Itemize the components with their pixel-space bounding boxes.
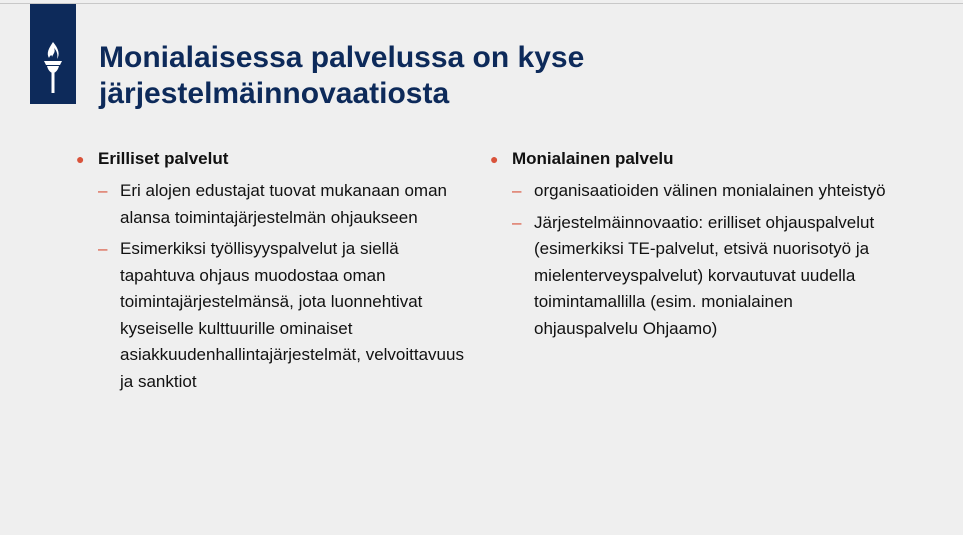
list-item xyxy=(76,178,476,231)
bullet-dot-icon: ● xyxy=(76,151,85,167)
bullet-heading xyxy=(76,148,476,170)
bullet-dot-icon: ● xyxy=(490,151,499,167)
left-column xyxy=(76,148,476,400)
sub-list xyxy=(76,178,476,395)
sub-list xyxy=(490,178,890,342)
title-line-1: Monialaisessa palvelussa on kyse xyxy=(99,41,585,74)
list-item xyxy=(76,236,476,395)
dash-icon: – xyxy=(98,181,108,200)
right-heading: Monialainen palvelu xyxy=(512,149,674,168)
list-item-text: organisaatioiden välinen monialainen yhteistyö xyxy=(534,181,886,200)
list-item-text: Eri alojen edustajat tuovat mukanaan oman alansa toimintajärjestelmän ohjaukseen xyxy=(120,181,447,227)
page-title xyxy=(99,40,919,112)
right-column xyxy=(490,148,890,347)
university-logo xyxy=(30,4,76,104)
dash-icon: – xyxy=(512,212,522,232)
list-item xyxy=(490,210,890,343)
list-item xyxy=(490,178,890,205)
top-divider xyxy=(0,3,963,4)
list-item-text: Esimerkiksi työllisyyspalvelut ja siellä tapahtuva ohjaus muodostaa oman toimintajärjestelmänsä, jota luonnehtivat kyseiselle kulttuurille ominaiset asiakkuudenhallintajärjestelmät, velvoittavuus ja sanktiot xyxy=(120,239,464,391)
dash-icon: – xyxy=(512,181,522,200)
torch-icon xyxy=(30,4,76,104)
dash-icon: – xyxy=(98,239,108,258)
bullet-heading xyxy=(490,148,890,170)
title-line-2: järjestelmäinnovaatiosta xyxy=(99,77,450,110)
list-item-text: Järjestelmäinnovaatio: erilliset ohjauspalvelut (esimerkiksi TE-palvelut, etsivä nuorisotyö ja mielenterveyspalvelut) korvautuvat uudella toimintamallilla (esim. monialainen ohjauspalvelu Ohjaamo) xyxy=(534,212,875,338)
left-heading: Erilliset palvelut xyxy=(98,149,229,168)
